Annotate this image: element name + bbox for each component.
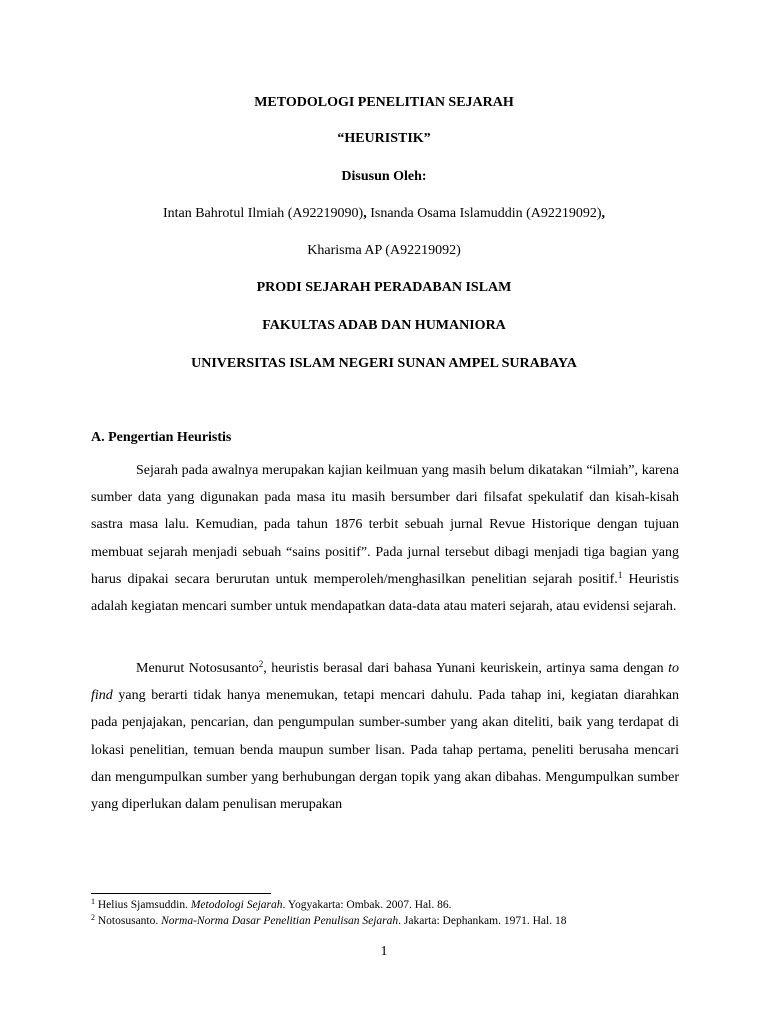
paragraph-1-text: Sejarah pada awalnya merupakan kajian keilmuan yang masih belum dikatakan “ilmiah”, karena sumber data yang digunakan pada masa itu masih bersumber dari filsafat spekulatif dan kisah-kisah sastra masa lalu. Kemudian, pada tahun 1876 terbit sebuah jurnal Revue Historique dengan tujuan membuat sejarah menjadi sebuah “sains positif”. Pada jurnal tersebut dibagi menjadi tiga bagian yang harus dipakai secara berurutan untuk memperoleh/menghasilkan penelitian sejarah positif. (91, 463, 679, 587)
footnote-2 (91, 914, 566, 929)
university: UNIVERSITAS ISLAM NEGERI SUNAN AMPEL SURABAYA (191, 356, 577, 371)
authors-line (0, 205, 768, 223)
section-heading: A. Pengertian Heuristis (91, 430, 232, 445)
course-title: METODOLOGI PENELITIAN SEJARAH (254, 95, 514, 110)
footnote-number: 1 (91, 897, 95, 906)
footnote-author: Helius Sjamsuddin. (95, 899, 191, 911)
faculty: FAKULTAS ADAB DAN HUMANIORA (262, 318, 506, 333)
author-3: Kharisma AP (A92219092) (307, 243, 461, 258)
footnote-publication: . Yogyakarta: Ombak. 2007. Hal. 86. (282, 899, 452, 911)
footnote-number: 2 (91, 913, 95, 922)
footnote-divider (91, 893, 271, 894)
author-separator: , (363, 206, 367, 221)
footnote-book-title: Norma-Norma Dasar Penelitian Penulisan Sejarah (161, 915, 399, 927)
paragraph-1-text-cont: Heuristis adalah kegiatan mencari sumber untuk mendapatkan data-data atau materi sejarah, atau evidensi sejarah. (91, 571, 679, 615)
author-1: Intan Bahrotul Ilmiah (A92219090) (162, 206, 364, 221)
study-program: PRODI SEJARAH PERADABAN ISLAM (256, 280, 512, 295)
paragraph-2-text: Menurut Notosusanto (136, 661, 259, 676)
topic-title: “HEURISTIK” (337, 131, 431, 146)
paragraph-2-text-cont: , heuristis berasal dari bahasa Yunani keuriskein, artinya sama dengan (263, 661, 669, 676)
footnote-1 (91, 898, 451, 913)
paragraph-1 (91, 457, 679, 620)
paragraph-2 (91, 655, 679, 818)
footnote-author: Notosusanto. (95, 915, 162, 927)
author-separator: , (601, 206, 606, 221)
footnote-ref-1[interactable]: 1 (617, 569, 623, 580)
italic-term: to find (91, 661, 680, 704)
compiled-by-label: Disusun Oleh: (341, 169, 427, 184)
footnote-ref-2[interactable]: 2 (258, 659, 264, 669)
author-2: Isnanda Osama Islamuddin (A92219092) (370, 206, 602, 221)
page-number: 1 (380, 944, 388, 959)
footnote-book-title: Metodologi Sejarah (190, 899, 283, 911)
footnote-publication: . Jakarta: Dephankam. 1971. Hal. 18 (398, 915, 567, 927)
paragraph-2-text-end: yang berarti tidak hanya menemukan, tetapi mencari dahulu. Pada tahap ini, kegiatan diarahkan pada penjajakan, pencarian, dan pengumpulan sumber-sumber yang akan diteliti, baik yang terdapat di lokasi penelitian, temuan benda maupun sumber lisan. Pada tahap pertama, peneliti berusaha mencari dan mengumpulkan sumber yang berhubungan dergan topik yang akan dibahas. Mengumpulkan sumber yang diperlukan dalam penulisan merupakan (91, 688, 679, 813)
